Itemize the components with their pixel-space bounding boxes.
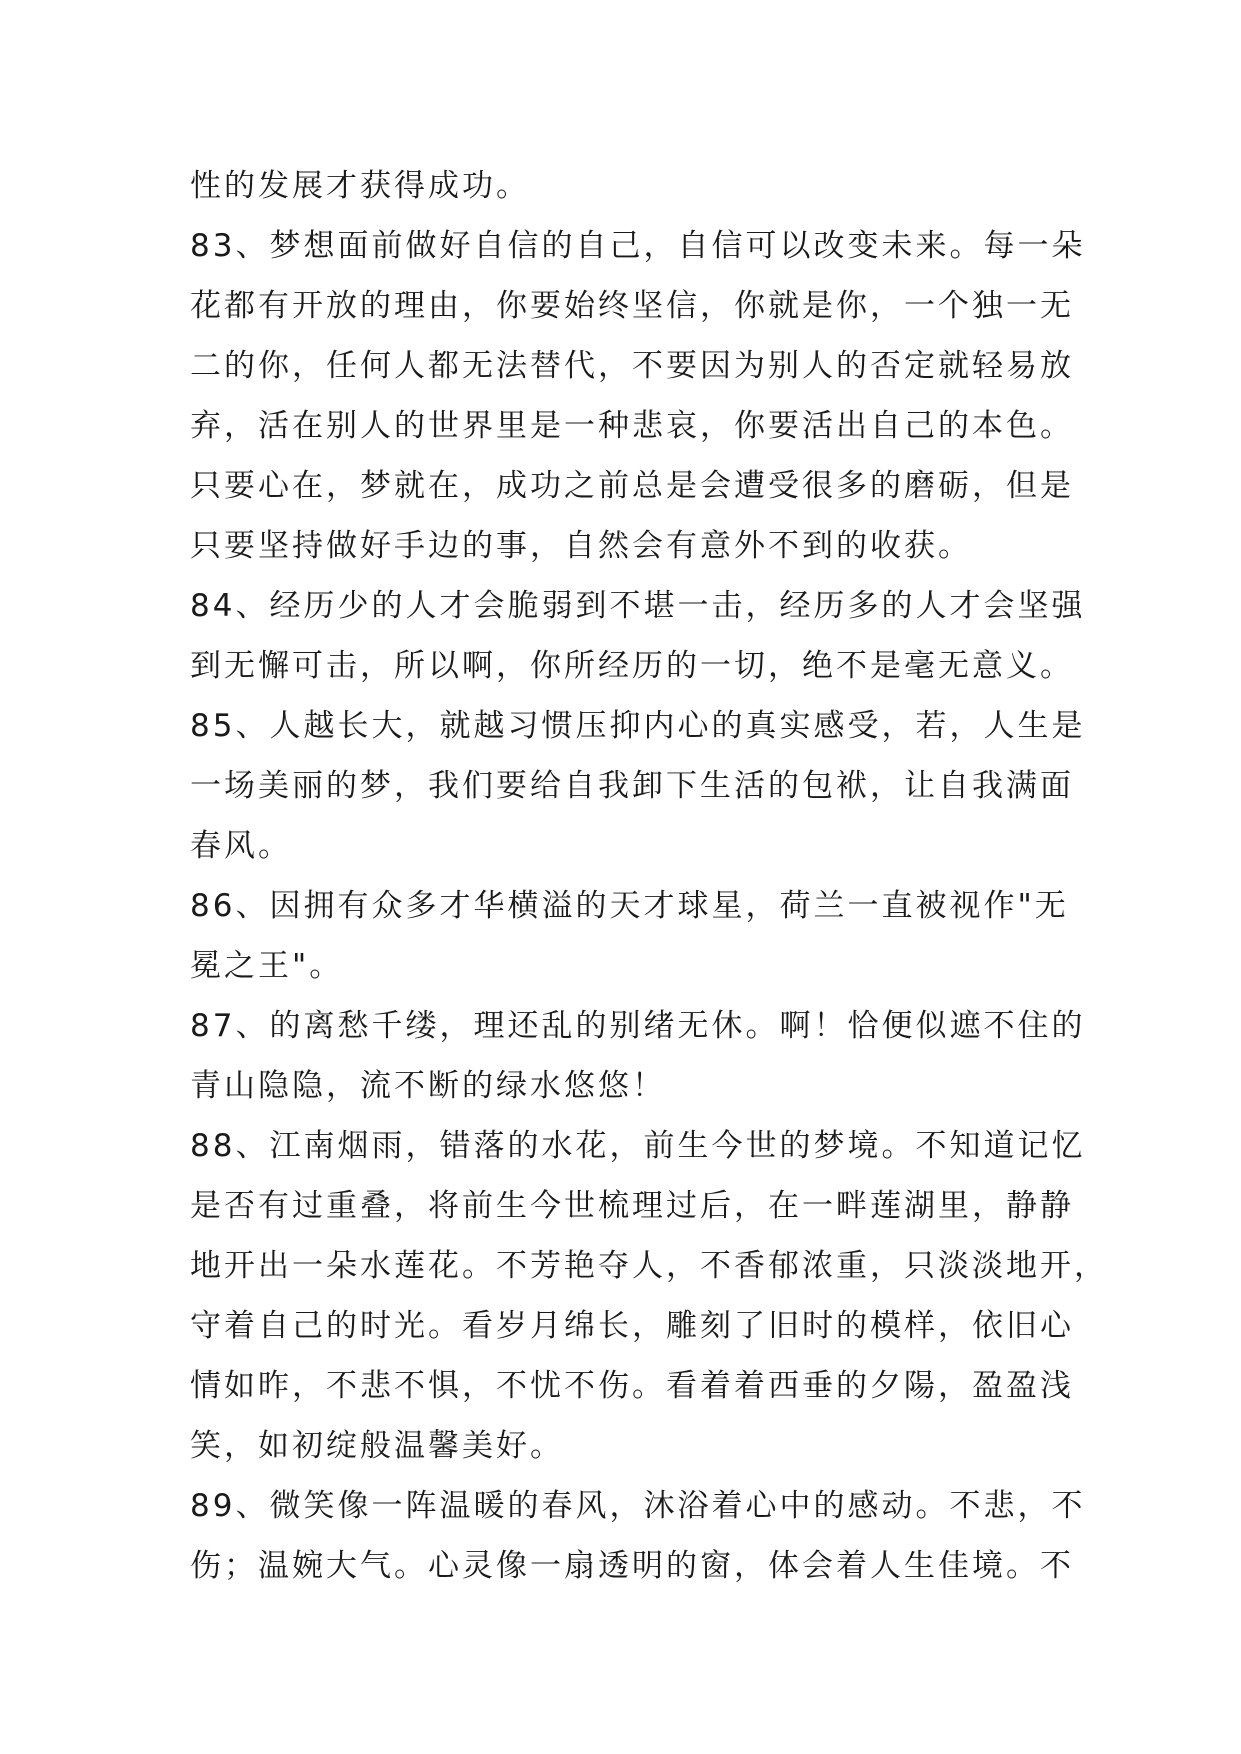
text-line: 守着自己的时光。看岁月绵长，雕刻了旧时的模样，依旧心: [190, 1308, 1074, 1344]
text-line: 二的你，任何人都无法替代，不要因为别人的否定就轻易放: [190, 348, 1074, 384]
text-line: 冕之王"。: [190, 948, 344, 984]
text-line: 笑，如初绽般温馨美好。: [190, 1428, 564, 1464]
text-line: 地开出一朵水莲花。不芳艳夺人，不香郁浓重，只淡淡地开，: [190, 1248, 1108, 1284]
text-line: 89、微笑像一阵温暖的春风，沐浴着心中的感动。不悲，不: [190, 1488, 1086, 1524]
text-line: 83、梦想面前做好自信的自己，自信可以改变未来。每一朵: [190, 228, 1086, 264]
text-line: 一场美丽的梦，我们要给自我卸下生活的包袱，让自我满面: [190, 768, 1074, 804]
text-line: 花都有开放的理由，你要始终坚信，你就是你，一个独一无: [190, 288, 1074, 324]
text-line: 到无懈可击，所以啊，你所经历的一切，绝不是毫无意义。: [190, 648, 1074, 684]
text-line: 弃，活在别人的世界里是一种悲哀，你要活出自己的本色。: [190, 408, 1074, 444]
document-body: [190, 156, 1108, 1596]
text-line: 青山隐隐，流不断的绿水悠悠！: [190, 1068, 666, 1104]
text-line: 88、江南烟雨，错落的水花，前生今世的梦境。不知道记忆: [190, 1128, 1086, 1164]
text-line: 只要坚持做好手边的事，自然会有意外不到的收获。: [190, 528, 972, 564]
text-line: 85、人越长大，就越习惯压抑内心的真实感受，若，人生是: [190, 708, 1086, 744]
text-line: 情如昨，不悲不惧，不忧不伤。看着着西垂的夕陽，盈盈浅: [190, 1368, 1074, 1404]
text-line: 87、的离愁千缕，理还乱的别绪无休。啊！恰便似遮不住的: [190, 1008, 1086, 1044]
text-line: 春风。: [190, 828, 292, 864]
text-line: 86、因拥有众多才华横溢的天才球星，荷兰一直被视作"无: [190, 888, 1069, 924]
text-line: 伤；温婉大气。心灵像一扇透明的窗，体会着人生佳境。不: [190, 1548, 1074, 1584]
text-line: 是否有过重叠，将前生今世梳理过后，在一畔莲湖里，静静: [190, 1188, 1074, 1224]
text-line: 只要心在，梦就在，成功之前总是会遭受很多的磨砺，但是: [190, 468, 1074, 504]
text-line: 性的发展才获得成功。: [190, 168, 530, 204]
text-line: 84、经历少的人才会脆弱到不堪一击，经历多的人才会坚强: [190, 588, 1086, 624]
